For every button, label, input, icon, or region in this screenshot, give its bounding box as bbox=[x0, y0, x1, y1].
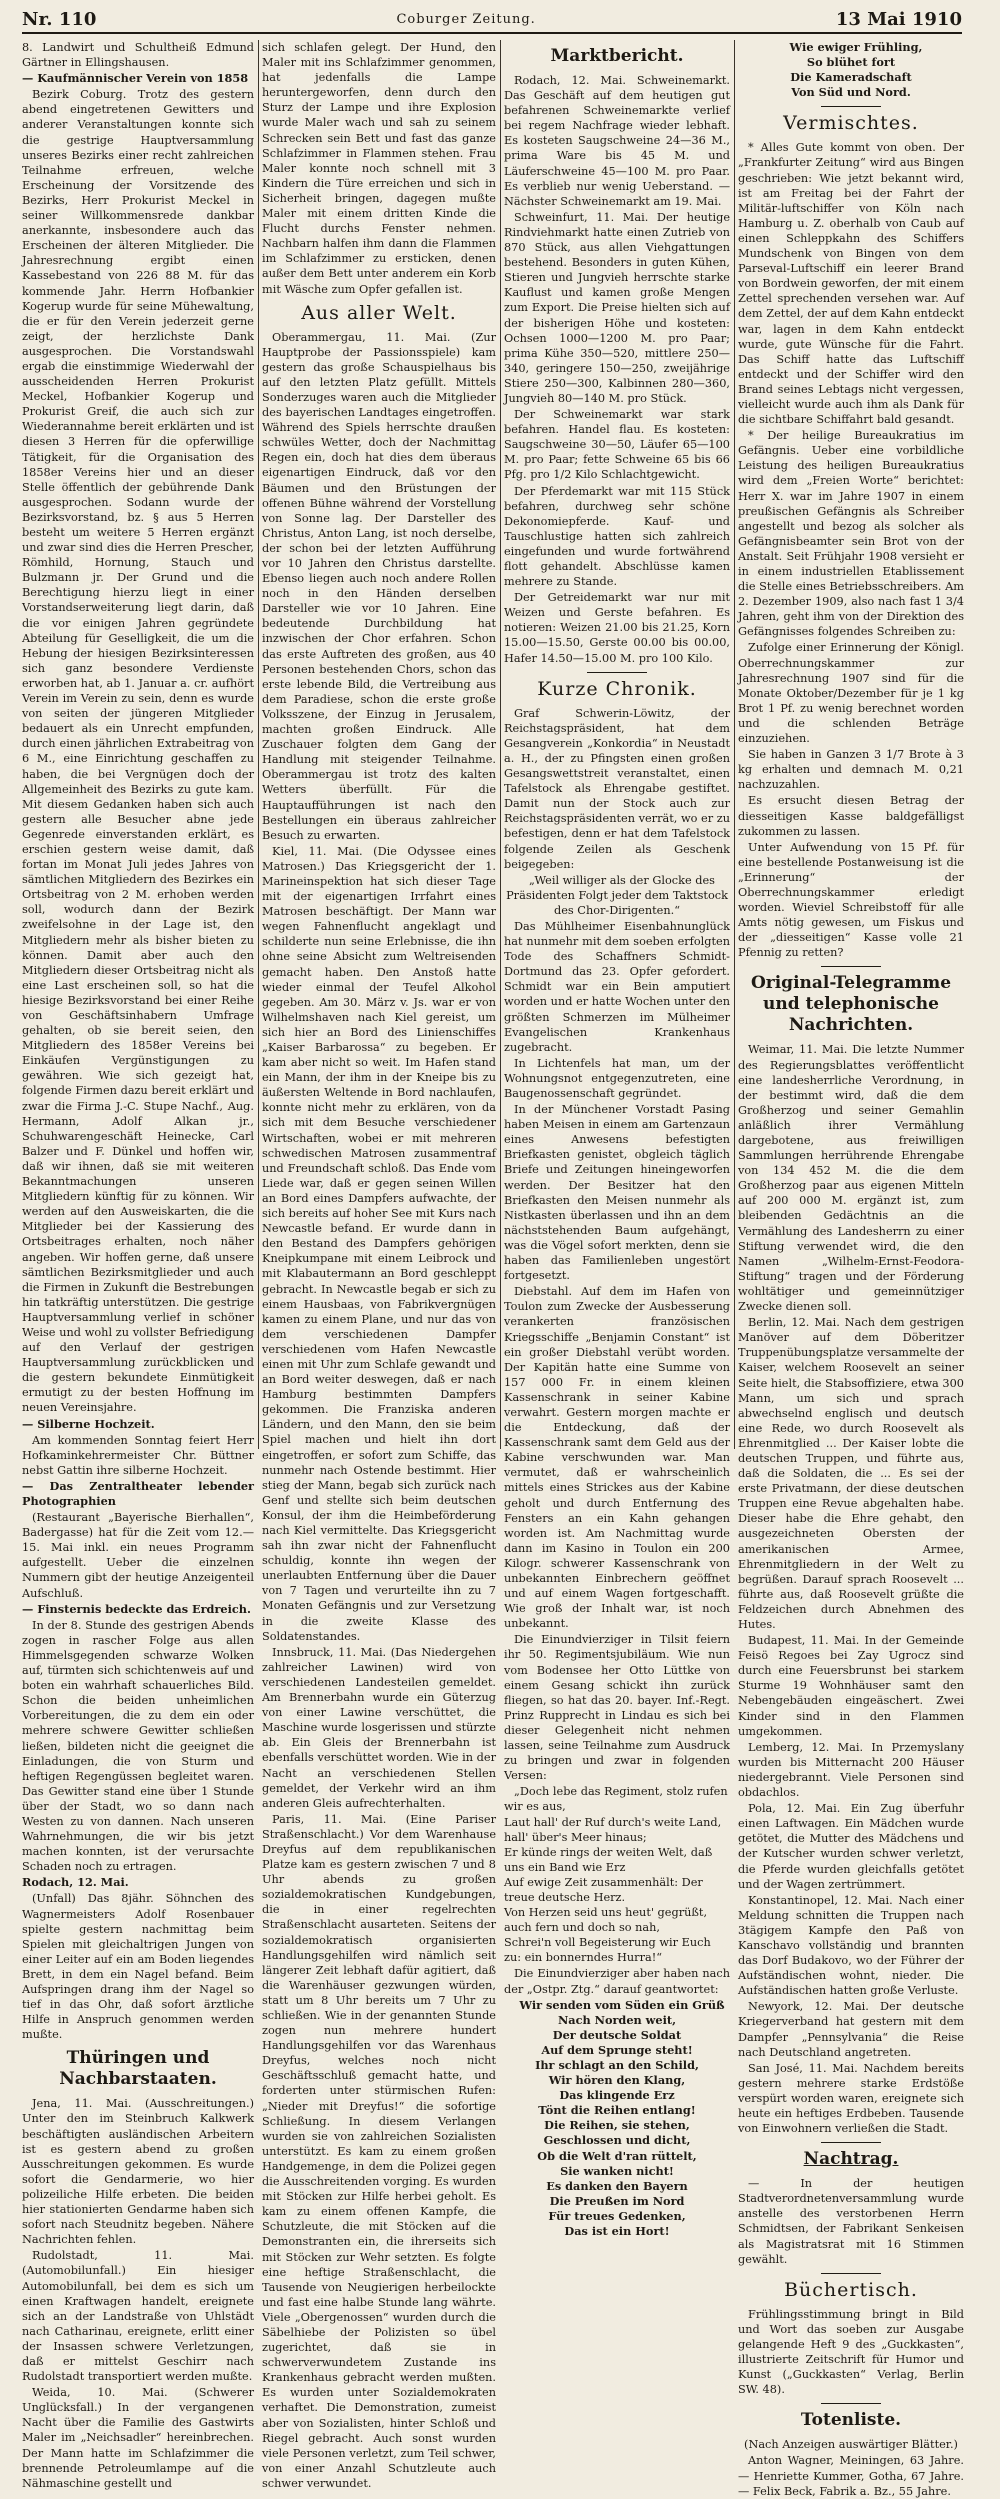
article-text: Das Mühlheimer Eisenbahnunglück hat nunmehr mit dem soeben erfolgten Tode des Schaffners Schmidt-Dortmund das 23. Opfer gefordert. Schmidt war ein Bein amputiert worden und er hatte Wochen unter den größten Schmerzen im Mülheimer Evangelischen Krankenhaus zugebracht. bbox=[504, 919, 730, 1054]
column-rule bbox=[734, 40, 735, 1449]
issue-date: 13 Mai 1910 bbox=[835, 8, 962, 30]
article-text: Paris, 11. Mai. (Eine Pariser Straßenschlacht.) Vor dem Warenhause Dreyfus auf dem republikanischen Platze kam es gestern zwischen 7 und 8 Uhr abends zu großen sozialdemokratischen Kundgebungen, die in einer regelrechten Straßenschlacht ausarteten. Seitens der sozialdemokratisch organisierten Handlungsgehilfen wird nämlich seit längerer Zeit lebhaft dafür agitiert, daß die Warenhäuser gezwungen würden, statt um 8 Uhr bereits um 7 Uhr zu schließen. Wie in der genannten Stunde zogen nun mehrere hundert Handlungsgehilfen vor das Warenhaus Dreyfus, welches noch nicht Geschäftsschluß gemacht hatte, und forderten unter stürmischen Rufen: „Nieder mit Dreyfus!“ die sofortige Schließung. In diesem Verlangen wurden sie von zahlreichen Sozialisten unterstützt. Es kam zu einem großen Handgemenge, in dem die Polizei gegen die Ausschreitenden vorging. Es wurden mit Stöcken zur Hilfe herbei geholt. Es kam zu einem offenen Kampfe, die Schutzleute, die mit Stöcken auf die Demonstranten ein, die ihrerseits sich mit Stöcken zur Wehr setzten. Es folgte eine heftige Straßenschlacht, die Tausende von Neugierigen herbeilockte und fast eine halbe Stunde lang währte. Viele „Obergenossen“ wurden durch die Säbelhiebe der Polizisten so übel zugerichtet, daß sie in schwerverwundetem Zustande ins Krankenhaus gebracht werden mußten. Es wurden unter Sozialdemokraten verhaftet. Die Demonstration, zumeist aber von Sozialisten, hinter Schloß und Riegel gebracht. Auch sonst wurden viele Personen verletzt, zum Teil schwer, von einer Anzahl Schutzleute auch schwer verwundet. bbox=[262, 1812, 496, 2490]
column-2 bbox=[262, 40, 496, 2490]
column-4 bbox=[738, 40, 964, 2498]
article-text: Pola, 12. Mai. Ein Zug überfuhr einen Laftwagen. Ein Mädchen wurde getötet, die Mutter des Mädchens und der Kutscher wurden schwer verletzt, die Pferde wurden gleichfalls getötet und der Wagen zertrümmert. bbox=[738, 1802, 964, 1891]
article-text: Rodach, 12. Mai. Schweinemarkt. Das Geschäft auf dem heutigen gut befahrenen Schweinemarkte verlief bei regem Nachfrage wieder lebhaft. Es kosteten Saugschweine 24—36 M., prima Ware bis 45 M. und Läuferschweine 45—100 M. pro Paar. Es verblieb nur wenig Ueberstand. — Nächster Schweinemarkt am 19. Mai. bbox=[504, 74, 730, 208]
article-text: In der Münchener Vorstadt Pasing haben Meisen in einem am Gartenzaun eines Anwesens befestigten Briefkasten genistet, obgleich täglich Briefe und Zeitungen hineingeworfen werden. Der Besitzer hat den Briefkasten den Meisen nunmehr als Nistkasten überlassen und ihn an dem nächststehenden Baum aufgehängt, was die Vögel sofort merkten, denn sie haben das Familienleben ungestört fortgesetzt. bbox=[504, 1103, 730, 1283]
article-text: Weimar, 11. Mai. Die letzte Nummer des Regierungsblattes veröffentlicht eine landesherrliche Verordnung, in der bestimmt wird, daß die dem Großherzog und seiner Gemahlin anläßlich ihrer Vermählung dargebotene, aus freiwilligen Sammlungen herrührende Ehrengabe von 134 452 M. die die dem Großherzog paar aus eigenen Mitteln auf 200 000 M. ergänzt ist, zum bleibenden Gedächtnis an die Vermählung des Landesherrn zu einer Stiftung verwendet wird, die den Namen „Wilhelm-Ernst-Feodora-Stiftung“ tragen und der Förderung wohltätiger und gemeinnütziger Zwecke dienen soll. bbox=[738, 1043, 964, 1314]
column-1 bbox=[22, 40, 254, 2490]
article-text: Der Getreidemarkt war nur mit Weizen und Gerste befahren. Es notieren: Weizen 21.00 bis 21.25, Korn 15.00—15.50, Gerste 00.00 bis 00.00, Hafer 14.50—15.00 M. pro 100 Kilo. bbox=[504, 591, 730, 665]
divider bbox=[821, 2142, 881, 2143]
article-text: Die Einundvierziger aber haben nach der „Ostpr. Ztg.“ darauf geantwortet: bbox=[504, 1967, 730, 1996]
article-text: Newyork, 12. Mai. Der deutsche Kriegerverband hat gestern mit dem Dampfer „Pennsylvania“ die Reise nach Deutschland angetreten. bbox=[738, 2000, 964, 2059]
article-text: Konstantinopel, 12. Mai. Nach einer Meldung schnitten die Truppen nach 3tägigem Kampfe den Paß von Kanschavo vollständig und brannten das Dorf Budakovo, wo der Führer der Aufständischen wohnt, nieder. Die Aufständischen hatten große Verluste. bbox=[738, 1893, 964, 1998]
section-heading: Totenliste. bbox=[800, 2410, 902, 2431]
article-text: Zufolge einer Erinnerung der Königl. Oberrechnungskammer zur Jahresrechnung 1907 sind für die Monate Oktober/Dezember für je 1 kg Brot 1 Pf. zu wenig berechnet worden und die schlenden Beträge einzuziehen. bbox=[738, 641, 964, 746]
article-text: Es ersucht diesen Betrag der diesseitigen Kasse baldgefälligst zukommen zu lassen. bbox=[738, 794, 964, 838]
article-text: Lemberg, 12. Mai. In Przemyslany wurden bis Mitternacht 200 Häuser niedergebrannt. Viele Personen sind obdachlos. bbox=[738, 1740, 964, 1800]
article-text: Oberammergau, 11. Mai. (Zur Hauptprobe der Passionsspiele) kam gestern das große Schauspielhaus bis auf den letzten Platz gefüllt. Mittels Sonderzuges waren auch die Mitglieder des bayerischen Landtages eingetroffen. Während des Spiels herrschte draußen schwüles Wetter, doch der Nachmittag Regen ein, doch hat dies dem überaus eigenartigen Eindruck, daß vor den Bäumen und den Brüstungen der offenen Bühne während der Vorstellung von Sonne lag. Der Darsteller des Christus, Anton Lang, ist noch derselbe, der schon bei der letzten Aufführung vor 10 Jahren den Christus darstellte. Ebenso liegen auch noch andere Rollen noch in den Händen derselben Darsteller wie vor 10 Jahren. Eine bedeutende Durchbildung hat inzwischen der Chor erfahren. Schon das erste Auftreten des großen, aus 40 Personen bestehenden Chors, schon das erste lebende Bild, die Vertreibung aus dem Paradiese, schon die erste große Volksszene, der Einzug in Jerusalem, machten großen Eindruck. Alle Zuschauer folgten dem Gang der Handlung mit steigender Teilnahme. Oberammergau ist trotz des kalten Wetters überfüllt. Für die Hauptaufführungen ist nach den Bestellungen ein überaus zahlreicher Besuch zu erwarten. bbox=[262, 330, 496, 842]
article-text: Am kommenden Sonntag feiert Herr Hofkaminkehrermeister Chr. Büttner nebst Gattin ihre silberne Hochzeit. bbox=[22, 1433, 254, 1477]
verse: Wir senden vom Süden ein Grüß Nach Norden weit, Der deutsche Soldat Auf dem Sprunge steht! Ihr schlagt an den Schild, Wir hören den Klang, Das klingende Erz Tönt die Reihen entlang! Die Reihen, sie stehen, Geschlossen und dicht, Ob die Welt d'ran rüttelt, Sie wanken nicht! Es danken den Bayern Die Preußen im Nord Für treues Gedenken, Das ist ein Hort! bbox=[519, 1997, 725, 2239]
article-text: Bezirk Coburg. Trotz des gestern abend eingetretenen Gewitters und anderer Veranstaltungen konnte sich die gestrige Hauptversammlung unseres Bezirks einer recht zahlreichen Teilnahme erfreuen, welche Erscheinung der Vorsitzende des Bezirks, Herr Prokurist Meckel in seiner Willkommensrede dankbar anerkannte, insbesondere auch das Erscheinen der älteren Mitglieder. Die Jahresrechnung ergibt einen Kassebestand von 226 88 M. für das kommende Jahr. Herrn Hofbankier Kogerup wurde für seine Mühewaltung, die er für den Verein jederzeit gerne zeigt, der herzlichste Dank ausgesprochen. Die Vorstandswahl ergab die einstimmige Wiederwahl der ausscheidenden Herren Prokurist Meckel, Hofbankier Kogerup und Prokurist Greif, die auch sich zur Wiederannahme bereit erklärten und ist diesen 3 Herren für die opferwillige Tätigkeit, für die Organisation des 1858er Vereins hier und an dieser Stelle öffentlich der gebührende Dank ausgesprochen. Sodann wurde der Bezirksvorstand, bz. § aus 5 Herren besteht um weitere 5 Herren ergänzt und zwar sind dies die Herren Prescher, Römhild, Hornung, Stauch und Bulzmann jr. Der Grund und die Berechtigung hierzu liegt in einer Vorstandserweiterung liegt darin, daß die vor einigen Jahren gegründete Abteilung für Geselligkeit, die um die Hebung der hiesigen Bezirksinteressen sich ganz besondere Verdienste erworben hat, ab 1. Januar a. cr. aufhört Verein im Verein zu sein, denn es wurde von seiten der jüngeren Mitglieder bedauert als ein Unrecht empfunden, durch einen jährlichen Extrabeitrag von 6 M., eine Einrichtung geschaffen zu haben, die bei Vergnügen doch der Allgemeinheit des Bezirks zu gute kam. Mit diesem Gedanken haben sich auch gestern alle Besucher abne jede Gegenrede einverstanden erklärt, es erschien gestern weise damit, daß fortan im Monat Juli jedes Jahres von sämtlichen Mitgliedern des Bezirkes ein Ortsbeitrag von 2 M. erhoben werden soll, wodurch dann der Bezirk zweifelsohne in der Lage ist, den Mitgliedern mehr als bisher bieten zu können. Damit aber auch den Mitgliedern dieser Ortsbeitrag nicht als eine Last erscheinen soll, so hat die hiesige Bezirksvorstand bei einer Reihe von Geschäftsinhabern Umfrage gehalten, ob sie bereit seien, den Mitgliedern des 1858er Vereins bei Einkäufen Vergünstigungen zu gewähren. Wie sich gezeigt hat, folgende Firmen dazu bereit erklärt und zwar die Firma J.-C. Stupe Nachf., Aug. Hermann, Adolf Alkan jr., Schuhwarengeschäft Heinecke, Carl Balzer und F. Dünkel und hoffen wir, daß wir ihnen, daß sie mit weiteren Bekanntmachungen unseren Mitgliedern künftig für zu können. Wir werden auf den Ausweiskarten, die die Mitglieder bei der Kassierung des Ortsbeitrages erhalten, noch näher angeben. Wir hoffen gerne, daß unsere sämtlichen Bezirksmitglieder und auch die Firmen in Zukunft die Bestrebungen hin tatkräftig unterstützen. Die gestrige Hauptversammlung verlief in schöner Weise und wohl zu vollster Befriedigung auf den Verlauf der gestrigen Hauptversammlung zurückblicken und die gestern bekundete Einmütigkeit ermutigt zu der besten Hoffnung im neuen Vereinsjahre. bbox=[22, 88, 254, 1415]
article-text: * Der heilige Bureaukratius im Gefängnis. Ueber eine vorbildliche Leistung des heiligen Bureaukratius wird dem „Freien Worte“ berichtet: Herr X. war im Jahre 1907 in einem preußischen Gefängnis als Schreiber angestellt und bezog als solcher als Gefängnisbeamter sein Brot von der Anstalt. Seit Frühjahr 1908 versieht er in einem industriellen Etablissement die Stelle eines Betriebsschreibers. Am 2. Dezember 1909, also nach fast 1 3/4 Jahren, geht ihm von der Direktion des Gefängnisses folgendes Schreiben zu: bbox=[738, 429, 964, 639]
article-text: Sie haben in Ganzen 3 1/7 Brote à 3 kg erhalten und demnach M. 0,21 nachzuzahlen. bbox=[738, 748, 964, 792]
article-text: In Lichtenfels hat man, um der Wohnungsnot entgegenzutreten, eine Baugenossenschaft gegründet. bbox=[504, 1056, 730, 1100]
section-heading: Vermischtes. bbox=[783, 112, 919, 135]
article-headline: — Das Zentraltheater lebender Photographien bbox=[22, 1478, 254, 1508]
article-text: Der Pferdemarkt war mit 115 Stück befahren, durchweg sehr schöne Dekonomiepferde. Kauf- und Tauschlustige hatten sich zahlreich eingefunden und wurde fortwährend flott gehandelt. Abschlüsse kamen mehrere zu Stande. bbox=[504, 484, 730, 589]
page-number: Nr. 110 bbox=[22, 8, 97, 30]
divider bbox=[821, 2403, 881, 2404]
article-text: (Nach Anzeigen auswärtiger Blätter.) bbox=[744, 2438, 958, 2452]
divider bbox=[821, 2273, 881, 2274]
article-text: Kiel, 11. Mai. (Die Odyssee eines Matrosen.) Das Kriegsgericht der 1. Marineinspektion hat sich dieser Tage mit der eigenartigen Irrfahrt eines Matrosen beschäftigt. Der Mann war wegen Fahnenflucht angeklagt und schilderte nun seine Erlebnisse, die ihn ohne seine Absicht zum Weltreisenden gemacht haben. Den Anstoß hatte wieder einmal der Teufel Alkohol gegeben. Am 30. März v. Js. war er von Wilhelmshaven nach Kiel gereist, um sich hier an Bord des Linienschiffes „Kaiser Barbarossa“ zu begeben. Er kam aber nicht so weit. Im Hafen stand ein Mann, der ihm in der Kneipe bis zu äußersten Weltende in Bord nachlaufen, konnte nicht mehr zu erklären, von da sich mit dem Besuche verschiedener Wirtschaften, wobei er mit mehreren schwedischen Matrosen zusammentraf und Freundschaft schloß. Das Ende vom Liede war, daß er gegen seinen Willen an Bord eines Dampfers aufwachte, der sich bereits auf hoher See mit Kurs nach Newcastle befand. Er wurde dann in den Bestand des Dampfers gehörigen Kneipkumpane mit einem Leibrock und mit Klabautermann an Bord geschleppt gebracht. In Newcastle begab er sich zu einem Hausbaas, von Fabrikvergnügen kamen zu einem Plane, und nur das von dem verschiedenen Dampfer verschiedenen vom Hafen Newcastle einen mit Uhr zum Schlafe gewandt und an Bord weiter deswegen, daß er nach Hamburg bestimmten Dampfers gekommen. Die Franziska anderen Ländern, und den Mann, den sie beim Spiel machen und hielt ihn dort eingetroffen, er sofort zum Schiffe, das nunmehr nach Ostende bestimmt. Hier stieg der Mann, begab sich zurück nach Genf und stellte sich beim deutschen Konsul, der ihm die Heimbeförderung nach Kiel vermittelte. Das Kriegsgericht sah ihn zwar nicht der Fahnenflucht schuldig, konnte ihn wegen der unerlaubten Entfernung über die Dauer von 7 Tagen und verurteilte ihn zu 7 Monaten Gefängnis und zur Versetzung in die zweite Klasse des Soldatenstandes. bbox=[262, 844, 496, 1643]
verse: „Doch lebe das Regiment, stolz rufen wir es aus, Laut hall' der Ruf durch's weite Land, hall' über's Meer hinaus; Er künde rings der weiten Welt, daß uns ein Band wie Erz Auf ewige Zeit zusammenhält: Der treue deutsche Herz. Von Herzen seid uns heut' gegrüßt, auch fern und doch so nah, Schrei'n voll Begeisterung wir Euch zu: ein bonnerndes Hurra!“ bbox=[504, 1785, 728, 1965]
article-text: Rudolstadt, 11. Mai. (Automobilunfall.) Ein hiesiger Automobilunfall, bei dem es sich um einen Kraftwagen handelt, ereignete sich an der Landstraße von Uhlstädt nach Catharinau, ereignete, erlitt einer der Insassen schwere Verletzungen, daß er mittelst Geschirr nach Rudolstadt transportiert werden mußte. bbox=[22, 2249, 254, 2384]
article-text: 8. Landwirt und Schultheiß Edmund Gärtner in Ellingshausen. bbox=[22, 41, 254, 70]
section-heading: Original-Telegramme und telephonische Nachrichten. bbox=[750, 973, 952, 1036]
section-heading: Büchertisch. bbox=[784, 2278, 918, 2301]
article-headline: — Finsternis bedeckte das Erdreich. bbox=[22, 1601, 251, 1616]
article-headline: — Kaufmännischer Verein von 1858 bbox=[22, 71, 249, 86]
article-text: Schweinfurt, 11. Mai. Der heutige Rindviehmarkt hatte einen Zutrieb von 870 Stück, aus allen Viehgattungen bestehend. Besonders in guten Kühen, Stieren und Jungvieh herrschte starke Kauflust und kamen große Mengen zum Export. Die Preise hielten sich auf der bisherigen Höhe und kosteten: Ochsen 1000—1200 M. pro Paar; prima Kühe 350—520, mittlere 250—340, geringere 150—250, zweijährige Stiere 250—300, Kalbinnen 280—360, Jungvieh 80—140 M. pro Stück. bbox=[504, 210, 730, 405]
masthead: Coburger Zeitung. bbox=[396, 11, 536, 27]
column-rule bbox=[258, 40, 259, 1449]
divider bbox=[587, 672, 647, 673]
verse: „Weil williger als der Glocke des Präsidenten Folgt jeder dem Taktstock des Chor-Dirigenten.“ bbox=[506, 873, 728, 917]
column-3 bbox=[504, 40, 730, 2239]
article-headline: Rodach, 12. Mai. bbox=[22, 1875, 129, 1890]
divider bbox=[821, 966, 881, 967]
section-heading: Thüringen und Nachbarstaaten. bbox=[59, 2048, 217, 2090]
article-text: In der 8. Stunde des gestrigen Abends zogen in rascher Folge aus allen Himmelsgegenden schwarze Wolken auf, türmten sich schichtenweis auf und boten ein wahrhaft schauerliches Bild. Schon die beiden unheimlichen Vorbereitungen, die zu dem ein oder mehrere schwere Gewitter schließen ließen, bildeten nicht die geeignet die Einladungen, die von Sturm und heftigen Regengüssen begleitet waren. Das Gewitter stand eine über 1 Stunde über der Stadt, wo so dann nach Westen zu von dannen. Nach unseren Wahrnehmungen, die wir bis jetzt machen konnten, ist der verursachte Schaden noch zu ertragen. bbox=[22, 1618, 254, 1874]
article-text: Frühlingsstimmung bringt in Bild und Wort das soeben zur Ausgabe gelangende Heft 9 des „Guckkasten“, illustrierte Zeitschrift für Humor und Kunst („Guckkasten“ Verlag, Berlin SW. 48). bbox=[738, 2307, 964, 2397]
article-text: Weida, 10. Mai. (Schwerer Unglücksfall.) In der vergangenen Nacht über die Familie des Gastwirts Maler im „Neichsadler“ hereinbrechen. Der Mann hatte im Schlafzimmer die brennende Petroleumlampe auf die Nähmaschine gestellt und bbox=[22, 2386, 254, 2490]
page-header bbox=[22, 6, 962, 34]
article-text: San José, 11. Mai. Nachdem bereits gestern mehrere starke Erdstöße verspürt worden waren, ereignete sich heute ein heftiges Erdbeben. Tausende von Einwohnern verließen die Stadt. bbox=[738, 2061, 964, 2136]
article-text: Der Schweinemarkt war stark befahren. Handel flau. Es kosteten: Saugschweine 30—50, Läufer 65—100 M. pro Paar; fette Schweine 65 bis 66 Pfg. pro 1/2 Kilo Schlachtgewicht. bbox=[504, 408, 730, 482]
article-text: (Unfall) Das 8jähr. Söhnchen des Wagnermeisters Adolf Rosenbauer spielte gestern nachmittag beim Spielen mit gleichaltrigen Jungen von einer Leiter auf ein am Boden liegendes Brett, in dem ein Nagel befand. Beim Aufspringen drang ihm der Nagel so tief in das Ohr, daß sofort ärztliche Hilfe in Anspruch genommen werden mußte. bbox=[22, 1892, 254, 2042]
verse: Wie ewiger Frühling, So blühet fort Die Kameradschaft Von Süd und Nord. bbox=[789, 40, 923, 100]
article-text: Diebstahl. Auf dem im Hafen von Toulon zum Zwecke der Ausbesserung verankerten französischen Kriegsschiffe „Benjamin Constant“ ist ein großer Diebstahl verübt worden. Der Kapitän hatte eine Summe von 157 000 Fr. in einem kleinen Kassenschrank in seiner Kabine verwahrt. Gestern morgen machte er die Entdeckung, daß der Kassenschrank samt dem Geld aus der Kabine verschwunden war. Man vermutet, daß er wahrscheinlich mittels eines Strickes aus der Kabine geholt und durch Entfernung des Fensters an ein Kahn gehangen worden ist. Am Nachmittag wurde dann im Kasino in Toulon ein 200 Kilogr. schwerer Kassenschrank von unbekannten Einbrechern geöffnet und auf einem Wagen fortgeschafft. Wie groß der Inhalt war, ist noch unbekannt. bbox=[504, 1285, 730, 1631]
divider bbox=[821, 106, 881, 107]
article-text: Die Einundvierziger in Tilsit feiern ihr 50. Regimentsjubiläum. Wie nun vom Bodensee her Otto Lüttke von einem Gesang schickt ihn zurück fliegen, so hat das 20. bayer. Inf.-Regt. Prinz Rupprecht in Lindau es sich bei dieser Gelegenheit nicht nehmen lassen, seine Teilnahme zum Ausdruck zu bringen und zwar in folgenden Versen: bbox=[504, 1633, 730, 1783]
section-heading: Aus aller Welt. bbox=[301, 301, 457, 324]
article-headline: — Silberne Hochzeit. bbox=[22, 1416, 155, 1431]
article-text: — In der heutigen Stadtverordnetenversammlung wurde anstelle des verstorbenen Herrn Schmidtsen, der Fabrikant Senkeisen als Magistratsrat mit 16 Stimmen gewählt. bbox=[738, 2177, 964, 2266]
article-text: Innsbruck, 11. Mai. (Das Niedergehen zahlreicher Lawinen) wird von verschiedenen Landesteilen gemeldet. Am Brennerbahn wurde ein Güterzug von einer Lawine verschüttet, die Maschine wurde losgerissen und stürzte ab. Ein Gleis der Brennerbahn ist ebenfalls verschüttet worden. Wie in der Nacht an verschiedenen Stellen gemeldet, der Verkehr wird an ihm anderen Gleis aufrechterhalten. bbox=[262, 1645, 496, 1810]
section-heading: Nachtrag. bbox=[803, 2149, 899, 2170]
article-text: Berlin, 12. Mai. Nach dem gestrigen Manöver auf dem Döberitzer Truppenübungsplatze versammelte der Kaiser, welchem Roosevelt an seiner Seite hielt, die Stabsoffiziere, etwa 300 Mann, um sich und sprach abwechselnd englisch und deutsch eine Rede, wo durch Roosevelt als Ehrenmitglied ... Der Kaiser lobte die deutschen Truppen, und führte aus, daß die Soldaten, die ... Es sei der erste Privatmann, der diese deutschen Truppen eine Revue abgehalten habe. Dieser habe die Ehre gehabt, den ausgezeichneten Obersten der amerikanischen Armee, Ehrenmitgliedern in der Welt zu begrüßen. Darauf sprach Roosevelt ... führte aus, daß Roosevelt grüßte die Feldzeichen durch Abnehmen des Hutes. bbox=[738, 1316, 964, 1631]
column-rule bbox=[500, 40, 501, 1449]
article-text: Jena, 11. Mai. (Ausschreitungen.) Unter den im Steinbruch Kalkwerk beschäftigten ausländischen Arbeitern ist es gestern abend zu großen Ausschreitungen gekommen. Es wurde sofort die Gendarmerie, wo hier polizeiliche Hilfe erbeten. Die beiden hier stationierten Gendarme haben sich sofort nach Steudnitz begeben. Nähere Nachrichten fehlen. bbox=[22, 2097, 254, 2247]
article-text: * Alles Gute kommt von oben. Der „Frankfurter Zeitung“ wird aus Bingen geschrieben: Wie jetzt bekannt wird, ist am Freitag bei der Fahrt der Militär-luftschiffer von Köln nach Hamburg u. Z. oberhalb von Caub auf einen Schleppkahn des Schiffers Mundschenk von Bingen von dem Parseval-Luftschiff ein leerer Brand von Bordwein geworfen, der mit einem Zettel sprechenden versehen war. Auf dem Zettel, der auf dem Kahn entdeckt war, lagen in dem Kahn entdeckt wurde, gute Wünsche für die Fahrt. Das Schiff hatte das Luftschiff entdeckt und der Schiffer wird den Brand seines Lebtags nicht vergessen, vielleicht wurde auch ihm als Dank für die sichtbare Schiffahrt bald gesandt. bbox=[738, 141, 964, 427]
article-text: Anton Wagner, Meiningen, 63 Jahre. — Henriette Kummer, Gotha, 67 Jahre. — Felix Beck, Fabrik a. Bz., 55 Jahre. bbox=[738, 2454, 964, 2498]
article-text: Budapest, 11. Mai. In der Gemeinde Feisö Regoes bei Zay Ugrocz sind durch eine Feuersbrunst bei starkem Sturme 19 Wohnhäuser samt den Nebengebäuden eingeäschert. Zwei Kinder sind in den Flammen umgekommen. bbox=[738, 1634, 964, 1738]
article-text: sich schlafen gelegt. Der Hund, den Maler mit ins Schlafzimmer genommen, hat jedenfalls die Lampe heruntergeworfen, denn durch den Sturz der Lampe und ihre Explosion wurde Maler wach und sah zu seinem Schrecken sein Bett und fast das ganze Schlafzimmer in Flammen stehen. Frau Maler konnte noch schnell mit 3 Kindern die Türe erreichen und sich in Sicherheit bringen, dagegen mußte Maler mit einem dritten Kinde die Flucht durchs Fenster nehmen. Nachbarn halfen ihm dann die Flammen im Schlafzimmer zu ersticken, denen außer dem Bett unter anderem ein Korb mit Wäsche zum Opfer gefallen ist. bbox=[262, 41, 496, 296]
article-text: Graf Schwerin-Löwitz, der Reichstagspräsident, hat dem Gesangverein „Konkordia“ in Neustadt a. H., der zu Pfingsten einen großen Gesangswettstreit veranstaltet, einen Tafelstock als Ehrengabe gestiftet. Damit nun der Stock auch zur Reichstagspräsidenten verrät, wo er zu befestigen, denn er hat dem Tafelstock folgende Zeilen als Geschenk beigegeben: bbox=[504, 706, 730, 871]
section-heading: Marktbericht. bbox=[550, 46, 684, 66]
article-text: (Restaurant „Bayerische Bierhallen“, Badergasse) hat für die Zeit vom 12.—15. Mai inkl. ein neues Programm aufgestellt. Ueber die einzelnen Nummern gibt der heutige Anzeigenteil Aufschluß. bbox=[22, 1511, 254, 1600]
section-heading: Kurze Chronik. bbox=[537, 677, 697, 700]
article-text: Unter Aufwendung von 15 Pf. für eine bestellende Postanweisung ist die „Erinnerung“ der Oberrechnungskammer erledigt worden. Wieviel Schreibstoff für alle Amts nötig gewesen, um Fiskus und der „diesseitigen“ Kasse volle 21 Pfennig zu retten? bbox=[738, 840, 964, 960]
